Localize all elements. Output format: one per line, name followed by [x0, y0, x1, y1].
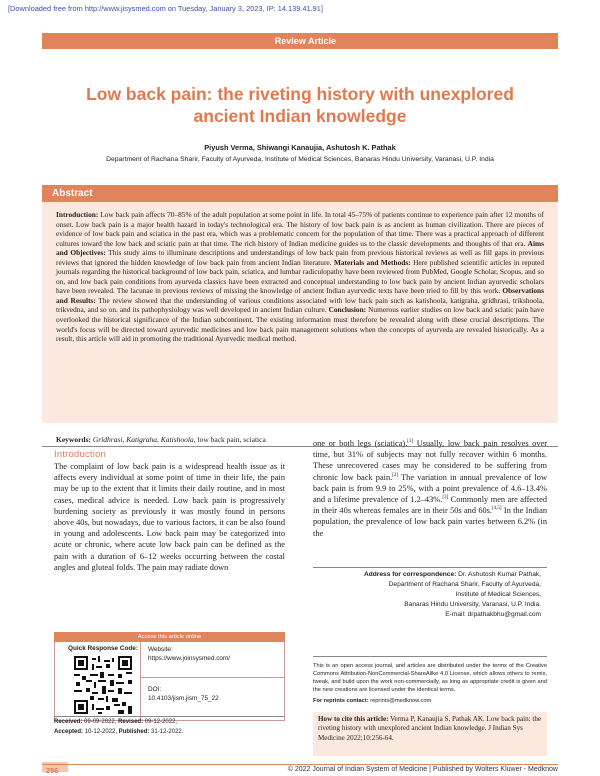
abstract-conclusion-label: Conclusion: [328, 305, 367, 315]
reprints-label: For reprints contact: [313, 698, 369, 704]
page-number: 256 [46, 766, 59, 775]
abstract-conclusion-text: Numerous earlier studies on low back and sciatic pain have overlooked the historical significance of the Indian subcontinent. The existing information must therefore be revealed along with these crucial descriptions. The world's focus will be directed toward ayurvedic medicines and low back pain management solutions when the concepts of ayurveda are revealed historically. As a result, this article will aid in promoting the traditional Ayurvedic medical method. [56, 305, 544, 344]
license-text: This is an open access journal, and articles are distributed under the terms of the Creative Commons Attribution-NonCommercial-ShareAlike 4.0 License, which allows others to remix, tweak, and build upon the work non-commercially, as long as appropriate credit is given and the new creations are licensed under the identical terms. [313, 663, 547, 693]
intro-text-4: Commonly men are affected in their 40s whereas females are in their 50s and 60s. [313, 495, 547, 516]
abstract-aims-label: Aims and Objectives: [56, 238, 544, 258]
intro-text-5: In the Indian population, the prevalence of low back pain varies between 6.2% (in the [313, 506, 547, 538]
correspondence-name: Dr. Ashutosh Kumar Pathak, [456, 571, 541, 578]
correspondence-label: Address for correspondence: [363, 571, 457, 578]
citation-box [313, 712, 547, 756]
published-date: 31-12-2022. [149, 728, 184, 735]
footer-copyright: © 2022 Journal of Indian System of Medicine | Published by Wolters Kluwer - Medknow [287, 766, 558, 773]
accepted-label: Accepted: [54, 728, 84, 735]
correspondence-line: Department of Rachana Sharir, Faculty of Ayurveda, [388, 581, 541, 588]
abstract-heading: Abstract [42, 185, 558, 202]
published-label: Published: [118, 728, 150, 735]
website-block [148, 645, 230, 663]
citation-text: Verma P, Kanaujia S, Pathak AK. Low back pain: the riveting history with unexplored ancient Indian knowledge. J Indian Sys Medicine 2022;10:256-64. [318, 715, 542, 742]
introduction-heading: Introduction [54, 449, 107, 460]
abstract-intro-text: Low back pain affects 70–85% of the adult population at some point in life. In total 45–75% of patients continue to experience pain after 12 months of onset. Low back pain is a major health hazard in today's technological era. The history of low back pain is as ancient as human civilization. There are pieces of evidence of low back pain and sciatica in the past era, which was a problematic concern for the population of that time. There was a practical approach of different cultures toward the low back and sciatic pain at that time. The rich history of Indian medicine guides us to the classic developments and thoughts of that era. [56, 210, 544, 248]
doi-block [148, 685, 219, 703]
doi-link[interactable]: 10.4103/jism.jism_75_22 [148, 695, 219, 702]
correspondence-box [313, 567, 547, 657]
citation-label: How to cite this article: [318, 715, 389, 723]
keywords-rest: low back pain, sciatica [195, 435, 266, 444]
article-type-banner [42, 33, 558, 49]
keywords-terms: Gridhrasi, Katigraha, Katishoola, [92, 435, 196, 444]
keywords-label: Keywords: [56, 435, 91, 444]
received-label: Received: [54, 719, 83, 725]
keywords [56, 435, 266, 444]
affiliation: Department of Rachana Sharir, Faculty of Ayurveda, Institute of Medical Sciences, Banaras Hindu University, Varanasi, U.P. India [106, 156, 494, 163]
author-list: Piyush Verma, Shiwangi Kanaujia, Ashutosh K. Pathak [204, 143, 396, 152]
introduction-continued [313, 438, 547, 539]
article-dates [54, 718, 285, 737]
website-link[interactable]: https://www.joinsysmed.com/ [148, 655, 231, 662]
download-note: [Downloaded free from http://www.jisysmed.com on Tuesday, January 3, 2023, IP: 14.139.41.91] [8, 4, 323, 13]
correspondence-line: Banaras Hindu University, Varanasi, U.P. India. [404, 601, 541, 608]
received-date: 09-09-2022, [82, 719, 119, 725]
abstract-methods-label: Materials and Methods: [333, 257, 411, 267]
citation-ref[interactable]: [2] [392, 472, 399, 478]
intro-text-3: The variation in annual prevalence of low back pain is from 9.9 to 25%, with a point prevalence of 4.6–13.4% and a lifetime prevalence of 1.2–43%. [313, 472, 548, 505]
revised-label: Revised: [118, 719, 144, 725]
article-title: Low back pain: the riveting history with unexplored ancient Indian knowledge [86, 84, 514, 126]
intro-text-1: one or both legs (sciatica). [313, 439, 408, 448]
abstract-intro-label: Introduction: [56, 210, 99, 219]
introduction-paragraph: The complaint of low back pain is a widespread health issue as it affects every individual at some point of time in their life, the pain may be up to the extent that it limits their daily routine, and in most cases, medical advice is needed. Low back pain is progressively burdening society as previously it was mostly found in persons above 40s, but nowadays, due to various factors, it can be also found in young and adolescents. Low back pain may be categorized into acute or chronic, where acute low back pain can be defined as the pain with a duration of 6–12 weeks occurring between the costal angles and gluteal folds. The pain may radiate down [54, 462, 285, 572]
footer-rule [42, 764, 558, 765]
abstract-body [42, 202, 558, 423]
doi-label: DOI: [148, 686, 162, 693]
revised-date: 09-12-2022, [143, 719, 178, 725]
access-heading: Access this article online [54, 632, 285, 642]
introduction-left-column [54, 461, 285, 573]
abstract-results-label: Observations and Results: [56, 286, 544, 305]
access-divider [141, 677, 285, 678]
correspondence-line: Institute of Medical Sciences, [455, 591, 541, 598]
qr-code-icon[interactable] [74, 656, 132, 714]
reprints-email[interactable]: reprints@medknow.com [368, 698, 432, 704]
accepted-date: 10-12-2022, [83, 728, 119, 735]
citation-ref[interactable]: [3] [442, 495, 449, 501]
abstract-methods-text: Here published scientific articles in reputed journals regarding the historical background of low back pain, sciatica, and lumbar radiculopathy have been reviewed from PubMed, Google Scholar, Scopus, and so on, and low back pain conditions from ayurveda classics have been extracted and conceptual understanding to low back pain by ancient Indian ayurvedic scholars have been revealed. The lacunae in previous reviews of missing the knowledge of ancient Indian ayurvedic texts have been tried to fill by this work. [56, 257, 544, 296]
citation-ref[interactable]: [4,5] [492, 506, 502, 512]
intro-text-2: Usually, low back pain resolves over time, but 31% of subjects may not fully recover within 6 months. These unrecovered cases may be considered to be suffering from chronic low back pain. [313, 439, 547, 482]
introduction-right-column [313, 438, 547, 539]
article-type-label: Review Article [274, 36, 336, 46]
dates-divider [54, 716, 285, 717]
abstract-aims-text: This study aims to illuminate descriptions and understandings of low back pain from previous historical reviews as well as fill gaps in previous reviews that ignored the hidden knowledge of low back pain from ancient Indian literature. [56, 248, 544, 267]
access-divider [140, 642, 141, 721]
reprints-contact [313, 698, 547, 704]
correspondence-email[interactable]: E-mail: drpathakbhu@gmail.com [445, 611, 541, 618]
citation-ref[interactable]: [1] [407, 439, 414, 445]
website-label: Website: [148, 646, 173, 653]
qr-label: Quick Response Code: [68, 645, 138, 652]
abstract-results-text: The review showed that the understanding of various conditions associated with low back pain such as katishoola, katigraha, gridhrasi, trikshoola, trikvedna, and so on. and its pathophysiology was well developed in ancient Indian culture. [56, 295, 544, 315]
